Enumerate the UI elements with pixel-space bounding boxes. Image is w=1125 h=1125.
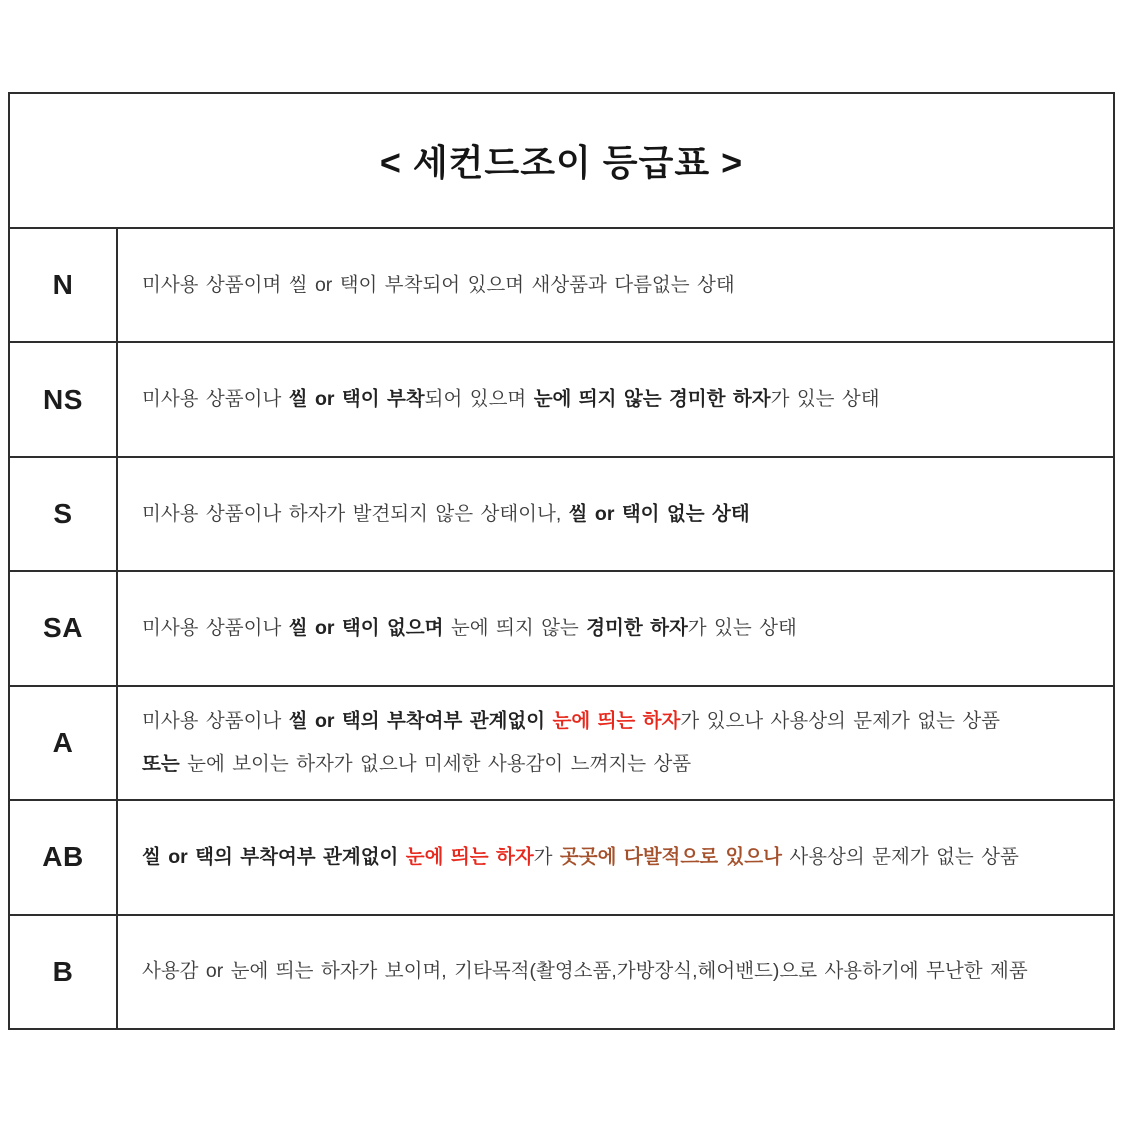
text-segment: 씰 or 택의 부착여부 관계없이 <box>288 709 553 732</box>
grade-description <box>118 916 1113 1028</box>
table-row-b <box>10 916 1113 1028</box>
grade-label: NS <box>43 383 83 415</box>
description-line <box>142 950 1101 993</box>
grade-label: N <box>52 269 74 301</box>
description-line <box>142 836 1101 879</box>
text-segment: 미사용 상품이나 하자가 발견되지 않은 상태이나, <box>142 502 569 525</box>
text-segment: 눈에 보이는 하자가 없으나 미세한 사용감이 느껴지는 상품 <box>179 752 692 775</box>
grade-label: SA <box>43 612 83 644</box>
text-segment: 눈에 띄는 하자 <box>552 709 681 732</box>
grade-cell <box>10 458 118 570</box>
table-row-a <box>10 687 1113 801</box>
table-row-n <box>10 229 1113 343</box>
text-segment: 또는 <box>142 752 180 775</box>
grade-label: A <box>52 726 74 758</box>
text-segment: 경미한 하자 <box>586 616 688 639</box>
grade-cell <box>10 801 118 913</box>
text-segment: 미사용 상품이나 <box>142 616 289 639</box>
text-segment: 눈에 띄지 않는 경미한 하자 <box>533 388 771 411</box>
text-segment: 미사용 상품이며 씰 or 택이 부착되어 있으며 새상품과 다름없는 상태 <box>142 273 735 296</box>
description-line <box>142 378 1101 421</box>
description-line <box>142 700 1101 743</box>
grade-description <box>118 687 1113 799</box>
text-segment: 가 있는 상태 <box>770 388 880 411</box>
table-title-row <box>10 94 1113 229</box>
grade-description <box>118 801 1113 913</box>
table-row-sa <box>10 572 1113 686</box>
table-row-ns <box>10 343 1113 457</box>
text-segment: 씰 or 택이 없으며 <box>288 616 451 639</box>
grade-label: AB <box>42 841 84 873</box>
description-line <box>142 607 1101 650</box>
grade-cell <box>10 687 118 799</box>
description-line <box>142 493 1101 536</box>
text-segment: 사용감 or 눈에 띄는 하자가 보이며, 기타목적(촬영소품,가방장식,헤어밴드)으로 사용하기에 무난한 제품 <box>142 960 1028 983</box>
text-segment: 눈에 띄지 않는 <box>450 616 587 639</box>
table-row-s <box>10 458 1113 572</box>
grade-cell <box>10 343 118 455</box>
table-title: < 세컨드조이 등급표 > <box>379 142 744 183</box>
grade-table <box>8 92 1115 1030</box>
text-segment: 곳곳에 다발적으로 있으나 <box>559 845 782 868</box>
grade-description <box>118 458 1113 570</box>
text-segment: 씰 or 택의 부착여부 관계없이 <box>142 845 406 868</box>
description-line <box>142 743 1101 786</box>
grade-description <box>118 229 1113 341</box>
text-segment: 가 있으나 사용상의 문제가 없는 상품 <box>680 709 1001 732</box>
text-segment: 사용상의 문제가 없는 상품 <box>781 845 1019 868</box>
description-line <box>142 264 1101 307</box>
text-segment: 미사용 상품이나 <box>142 709 289 732</box>
table-row-ab <box>10 801 1113 915</box>
grade-description <box>118 343 1113 455</box>
grade-label: B <box>52 955 74 987</box>
text-segment: 미사용 상품이나 <box>142 388 289 411</box>
text-segment: 씰 or 택이 부착 <box>288 388 425 411</box>
text-segment: 가 <box>533 845 560 868</box>
grade-label: S <box>53 498 73 530</box>
grade-description <box>118 572 1113 684</box>
text-segment: 되어 있으며 <box>424 388 534 411</box>
text-segment: 씰 or 택이 없는 상태 <box>568 502 750 525</box>
text-segment: 눈에 띄는 하자 <box>405 845 534 868</box>
grade-cell <box>10 572 118 684</box>
text-segment: 가 있는 상태 <box>687 616 797 639</box>
grade-cell <box>10 916 118 1028</box>
grade-cell <box>10 229 118 341</box>
